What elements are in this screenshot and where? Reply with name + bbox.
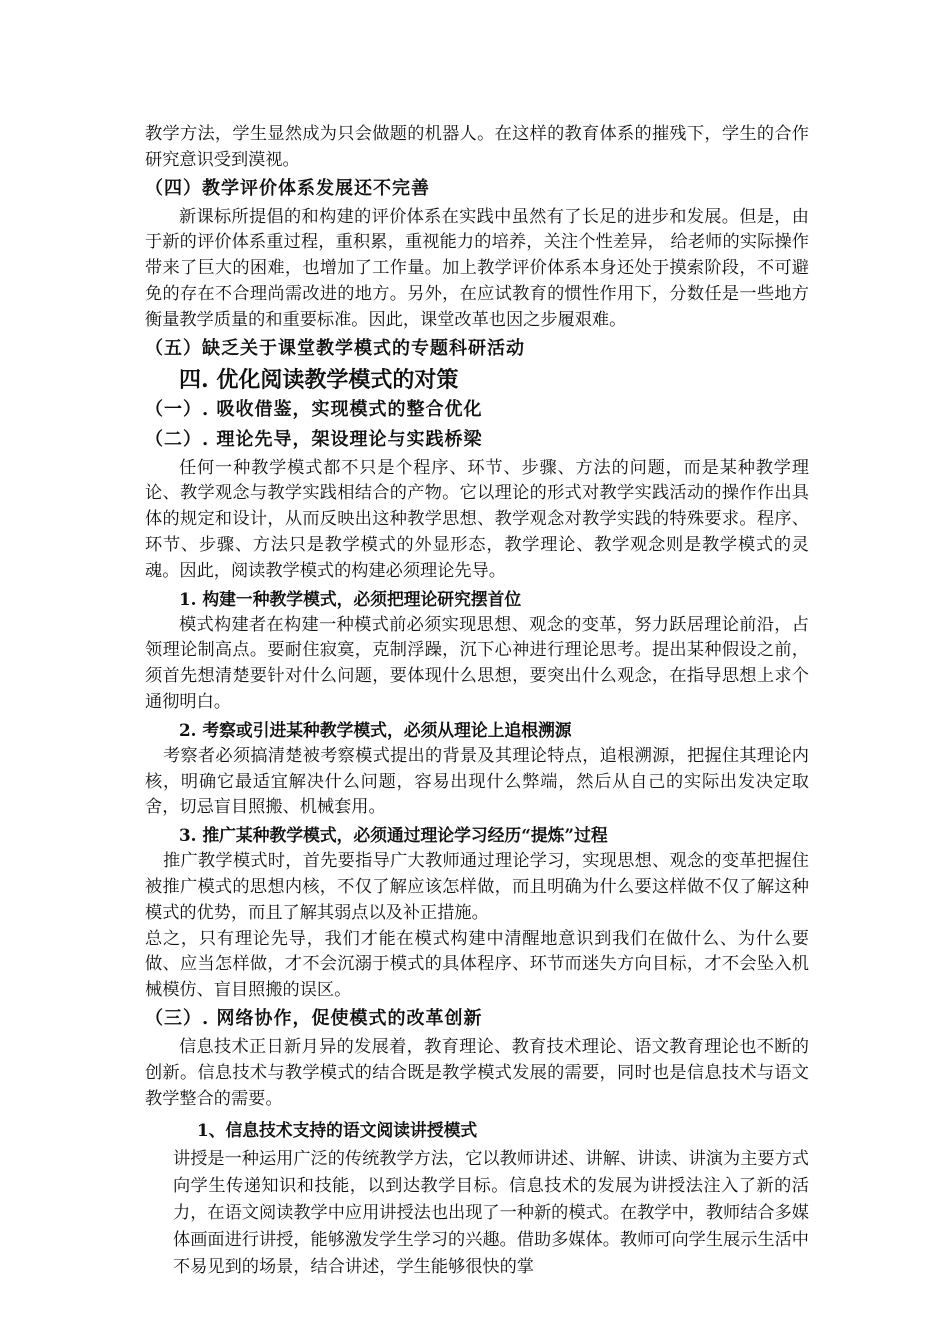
paragraph-summary: 总之，只有理论先导，我们才能在模式构建中清醒地意识到我们在做什么、为什么要做、应当怎样做，才不会沉溺于模式的具体程序、环节而迷失方向目标，才不会坠入机械模仿、盲目照搬的误区。 <box>145 928 809 1001</box>
heading-section-five: （五）缺乏关于课堂教学模式的专题科研活动 <box>145 337 525 359</box>
paragraph-item-one: 模式构建者在构建一种模式前必须实现思想、观念的变革，努力跃居理论前沿，占领理论制高点。要耐住寂寞，克制浮躁，沉下心神进行理论思考。提出某种假设之前，须首先想清楚要针对什么问题，要体现什么思想，要突出什么观念，在指导思想上求个通彻明白。 <box>145 614 809 712</box>
paragraph-network: 信息技术正日新月异的发展着，教育理论、教育技术理论、语文教育理论也不断的创新。信息技术与教学模式的结合既是教学模式发展的需要，同时也是信息技术与语文教学整合的需要。 <box>145 1036 809 1109</box>
heading-section-four: （四）教学评价体系发展还不完善 <box>145 177 430 199</box>
heading-item-four: 1、信息技术支持的语文阅读讲授模式 <box>197 1120 478 1141</box>
document-page <box>145 122 809 1280</box>
heading-item-two: 2. 考察或引进某种教学模式，必须从理论上追根溯源 <box>179 719 572 740</box>
paragraph-item-three: 推广教学模式时，首先要指导广大教师通过理论学习，实现思想、观念的变革把握住被推广模式的思想内核，不仅了解应该怎样做，而且明确为什么要这样做不仅了解这种模式的优势，而且了解其弱点以及补正措施。 <box>145 851 809 923</box>
paragraph-evaluation: 新课标所提倡的和构建的评价体系在实践中虽然有了长足的进步和发展。但是，由于新的评价体系重过程，重积累，重视能力的培养，关注个性差异， 给老师的实际操作带来了巨大的困难，也增加了工作量。加上教学评价体系本身还处于摸索阶段，不可避免的存在不合理尚需改进的地方。另外，在应试教育的惯性作用下，分数任是一些地方衡量教学质量的和重要标准。因此，课堂改革也因之步履艰难。 <box>145 206 809 330</box>
paragraph-item-two: 考察者必须搞清楚被考察模式提出的背景及其理论特点，追根溯源，把握住其理论内核，明确它最适宜解决什么问题，容易出现什么弊端，然后从自己的实际出发决定取舍，切忌盲目照搬、机械套用。 <box>145 745 809 818</box>
heading-subsection-one: （一）. 吸收借鉴，实现模式的整合优化 <box>145 398 483 420</box>
paragraph-continuation: 教学方法，学生显然成为只会做题的机器人。在这样的教育体系的摧残下，学生的合作研究意识受到漠视。 <box>145 124 809 170</box>
heading-item-three: 3. 推广某种教学模式，必须通过理论学习经历“提炼”过程 <box>179 825 608 846</box>
heading-item-one: 1. 构建一种教学模式，必须把理论研究摆首位 <box>179 588 522 609</box>
heading-chapter-four: 四. 优化阅读教学模式的对策 <box>179 366 459 393</box>
paragraph-theory: 任何一种教学模式都不只是个程序、环节、步骤、方法的问题，而是某种教学理论、教学观念与教学实践相结合的产物。它以理论的形式对教学实践活动的操作作出具体的规定和设计，从而反映出这种教学思想、教学观念对教学实践的特殊要求。程序、环节、步骤、方法只是教学模式的外显形态，教学理论、教学观念则是教学模式的灵魂。因此，阅读教学模式的构建必须理论先导。 <box>145 457 809 581</box>
heading-subsection-two: （二）. 理论先导，架设理论与实践桥梁 <box>145 428 483 450</box>
paragraph-lecture-mode: 讲授是一种运用广泛的传统教学方法，它以教师讲述、讲解、讲读、讲演为主要方式向学生传递知识和技能，以到达教学目标。信息技术的发展为讲授法注入了新的活力，在语文阅读教学中应用讲授法也出现了一种新的模式。在教学中，教师结合多媒体画面进行讲授，能够激发学生学习的兴趣。借助多媒体。教师可向学生展示生活中不易见到的场景，结合讲述，学生能够很快的掌 <box>173 1149 809 1277</box>
heading-subsection-three: （三）. 网络协作，促使模式的改革创新 <box>145 1007 483 1029</box>
